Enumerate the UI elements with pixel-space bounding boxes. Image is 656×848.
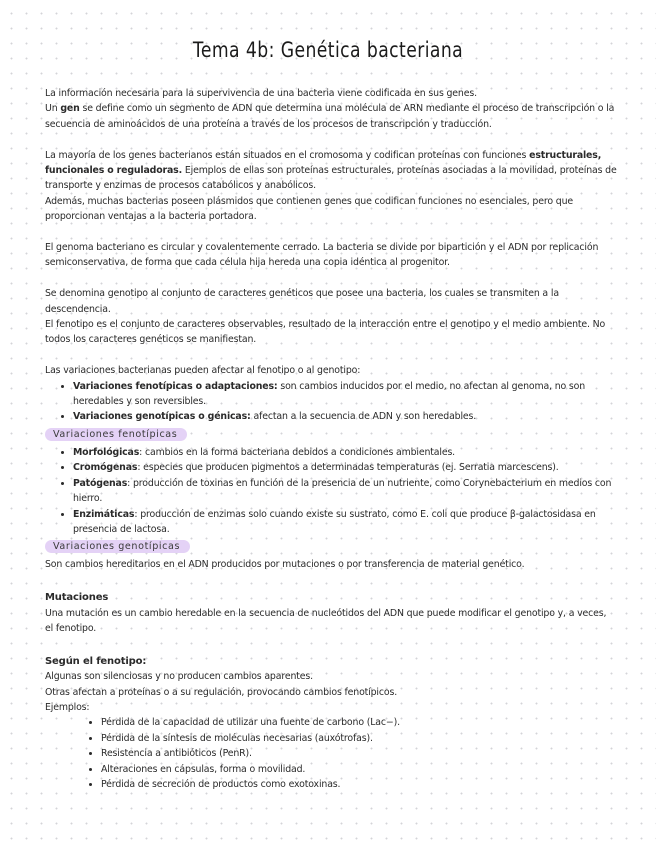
phenotypic-desc: : especies que producen pigmentos a determinadas temperaturas (ej. Serratia marcescens). [137,462,559,474]
intro-paragraph [45,86,617,132]
variation-term: Variaciones genotípicas o génicas: [73,411,251,423]
by-phenotype-heading: Según el fenotipo: [45,655,147,667]
variations-intro: Las variaciones bacterianas pueden afectar al fenotipo o al genotipo: [45,365,361,377]
mutations-paragraph: Una mutación es un cambio heredable en la secuencia de nucleótidos del ADN que puede modificar el genotipo y, a veces, el fenotipo. [45,607,607,634]
genotypic-paragraph: Son cambios hereditarios en el ADN producidos por mutaciones o por transferencia de material genético. [45,559,525,571]
intro-gen-definition: se define como un segmento de ADN que determina una molécula de ARN mediante el proceso de transcripción o la secuencia de aminoácidos de una proteína a través de los procesos de transcripción y traducción. [45,103,615,130]
section-heading-genotypic: Variaciones genotípicas [45,540,190,553]
examples-list [45,715,617,792]
list-item: • Pérdida de la síntesis de moléculas necesarias (auxótrofas). [101,731,617,746]
list-item: • Pérdida de secreción de productos como exotoxinas. [101,777,617,792]
list-item [73,507,617,538]
phenotype-text: El fenotipo es el conjunto de caracteres observables, resultado de la interacción entre el genotipo y el medio ambiente. No todos los caracteres genéticos se manifiestan. [45,319,606,346]
phenotypic-desc: : producción de toxinas en función de la presencia de un nutriente, como Corynebacterium en medios con hierro. [73,477,612,505]
genes-paragraph [45,148,617,225]
genotype-paragraph [45,286,617,348]
by-phenotype-line-1: Algunas son silenciosas y no producen cambios aparentes. [45,671,313,683]
variations-list [45,379,617,425]
phenotypic-list [45,445,617,537]
genes-functions-bold: estructurales, funcionales o reguladoras. [45,149,602,177]
phenotypic-term: Patógenas [73,477,128,489]
genes-text-pre: La mayoría de los genes bacterianos están situados en el cromosoma y codifican proteínas con funciones [45,149,530,161]
phenotypic-term: Cromógenas [73,462,138,474]
intro-line-1: La información necesaria para la supervivencia de una bacteria viene codificada en sus genes. [45,88,477,99]
section-heading-phenotypic: Variaciones fenotípicas [45,428,187,441]
phenotypic-term: Enzimáticas [73,508,135,520]
list-item [73,476,617,507]
genome-paragraph: El genoma bacteriano es circular y covalentemente cerrado. La bacteria se divide por bipartición y el ADN por replicación semiconservativa, de forma que cada célula hija hereda una copia idéntica al progenitor. [45,242,599,269]
list-item: • Alteraciones en cápsulas, forma o movilidad. [101,762,617,777]
list-item [73,409,617,424]
by-phenotype-line-2: Otras afectan a proteínas o a su regulación, provocando cambios fenotípicos. [45,686,398,698]
plasmids-text: Además, muchas bacterias poseen plásmidos que contienen genes que codifican funciones no esenciales, pero que proporcionan ventajas a la bacteria portadora. [45,195,573,223]
list-item [73,379,617,410]
genes-text-post: Ejemplos de ellas son proteínas estructurales, proteínas asociadas a la movilidad, proteínas de transporte y enzimas de procesos catabólicos y anabólicos. [45,165,617,192]
variation-desc: afectan a la secuencia de ADN y son heredables. [250,411,477,423]
list-item: • Pérdida de la capacidad de utilizar una fuente de carbono (Lac−). [101,715,617,730]
variation-desc: son cambios inducidos por el medio, no afectan al genoma, no son heredables y son reversibles. [73,380,586,408]
by-phenotype-line-3: Ejemplos: [45,701,90,713]
phenotypic-desc: : producción de enzimas solo cuando existe su sustrato, como E. coli que produce β-galactosidasa en presencia de lactosa. [73,508,596,535]
page-title: Tema 4b: Genética bacteriana [192,38,464,62]
intro-gen-prefix: Un [45,103,61,115]
phenotypic-desc: : cambios en la forma bacteriana debidos a condiciones ambientales. [139,446,456,458]
notes-content [45,86,617,792]
list-item [73,445,617,460]
mutations-heading: Mutaciones [45,592,109,604]
intro-gen-term: gen [60,103,80,115]
genotype-text: Se denomina genotipo al conjunto de caracteres genéticos que posee una bacteria, los cuales se transmiten a la descendencia. [45,288,559,315]
list-item: • Resistencia a antibióticos (PenR). [101,746,617,761]
variation-term: Variaciones fenotípicas o adaptaciones: [73,380,278,392]
phenotypic-term: Morfológicas [73,446,140,458]
list-item [73,460,617,475]
